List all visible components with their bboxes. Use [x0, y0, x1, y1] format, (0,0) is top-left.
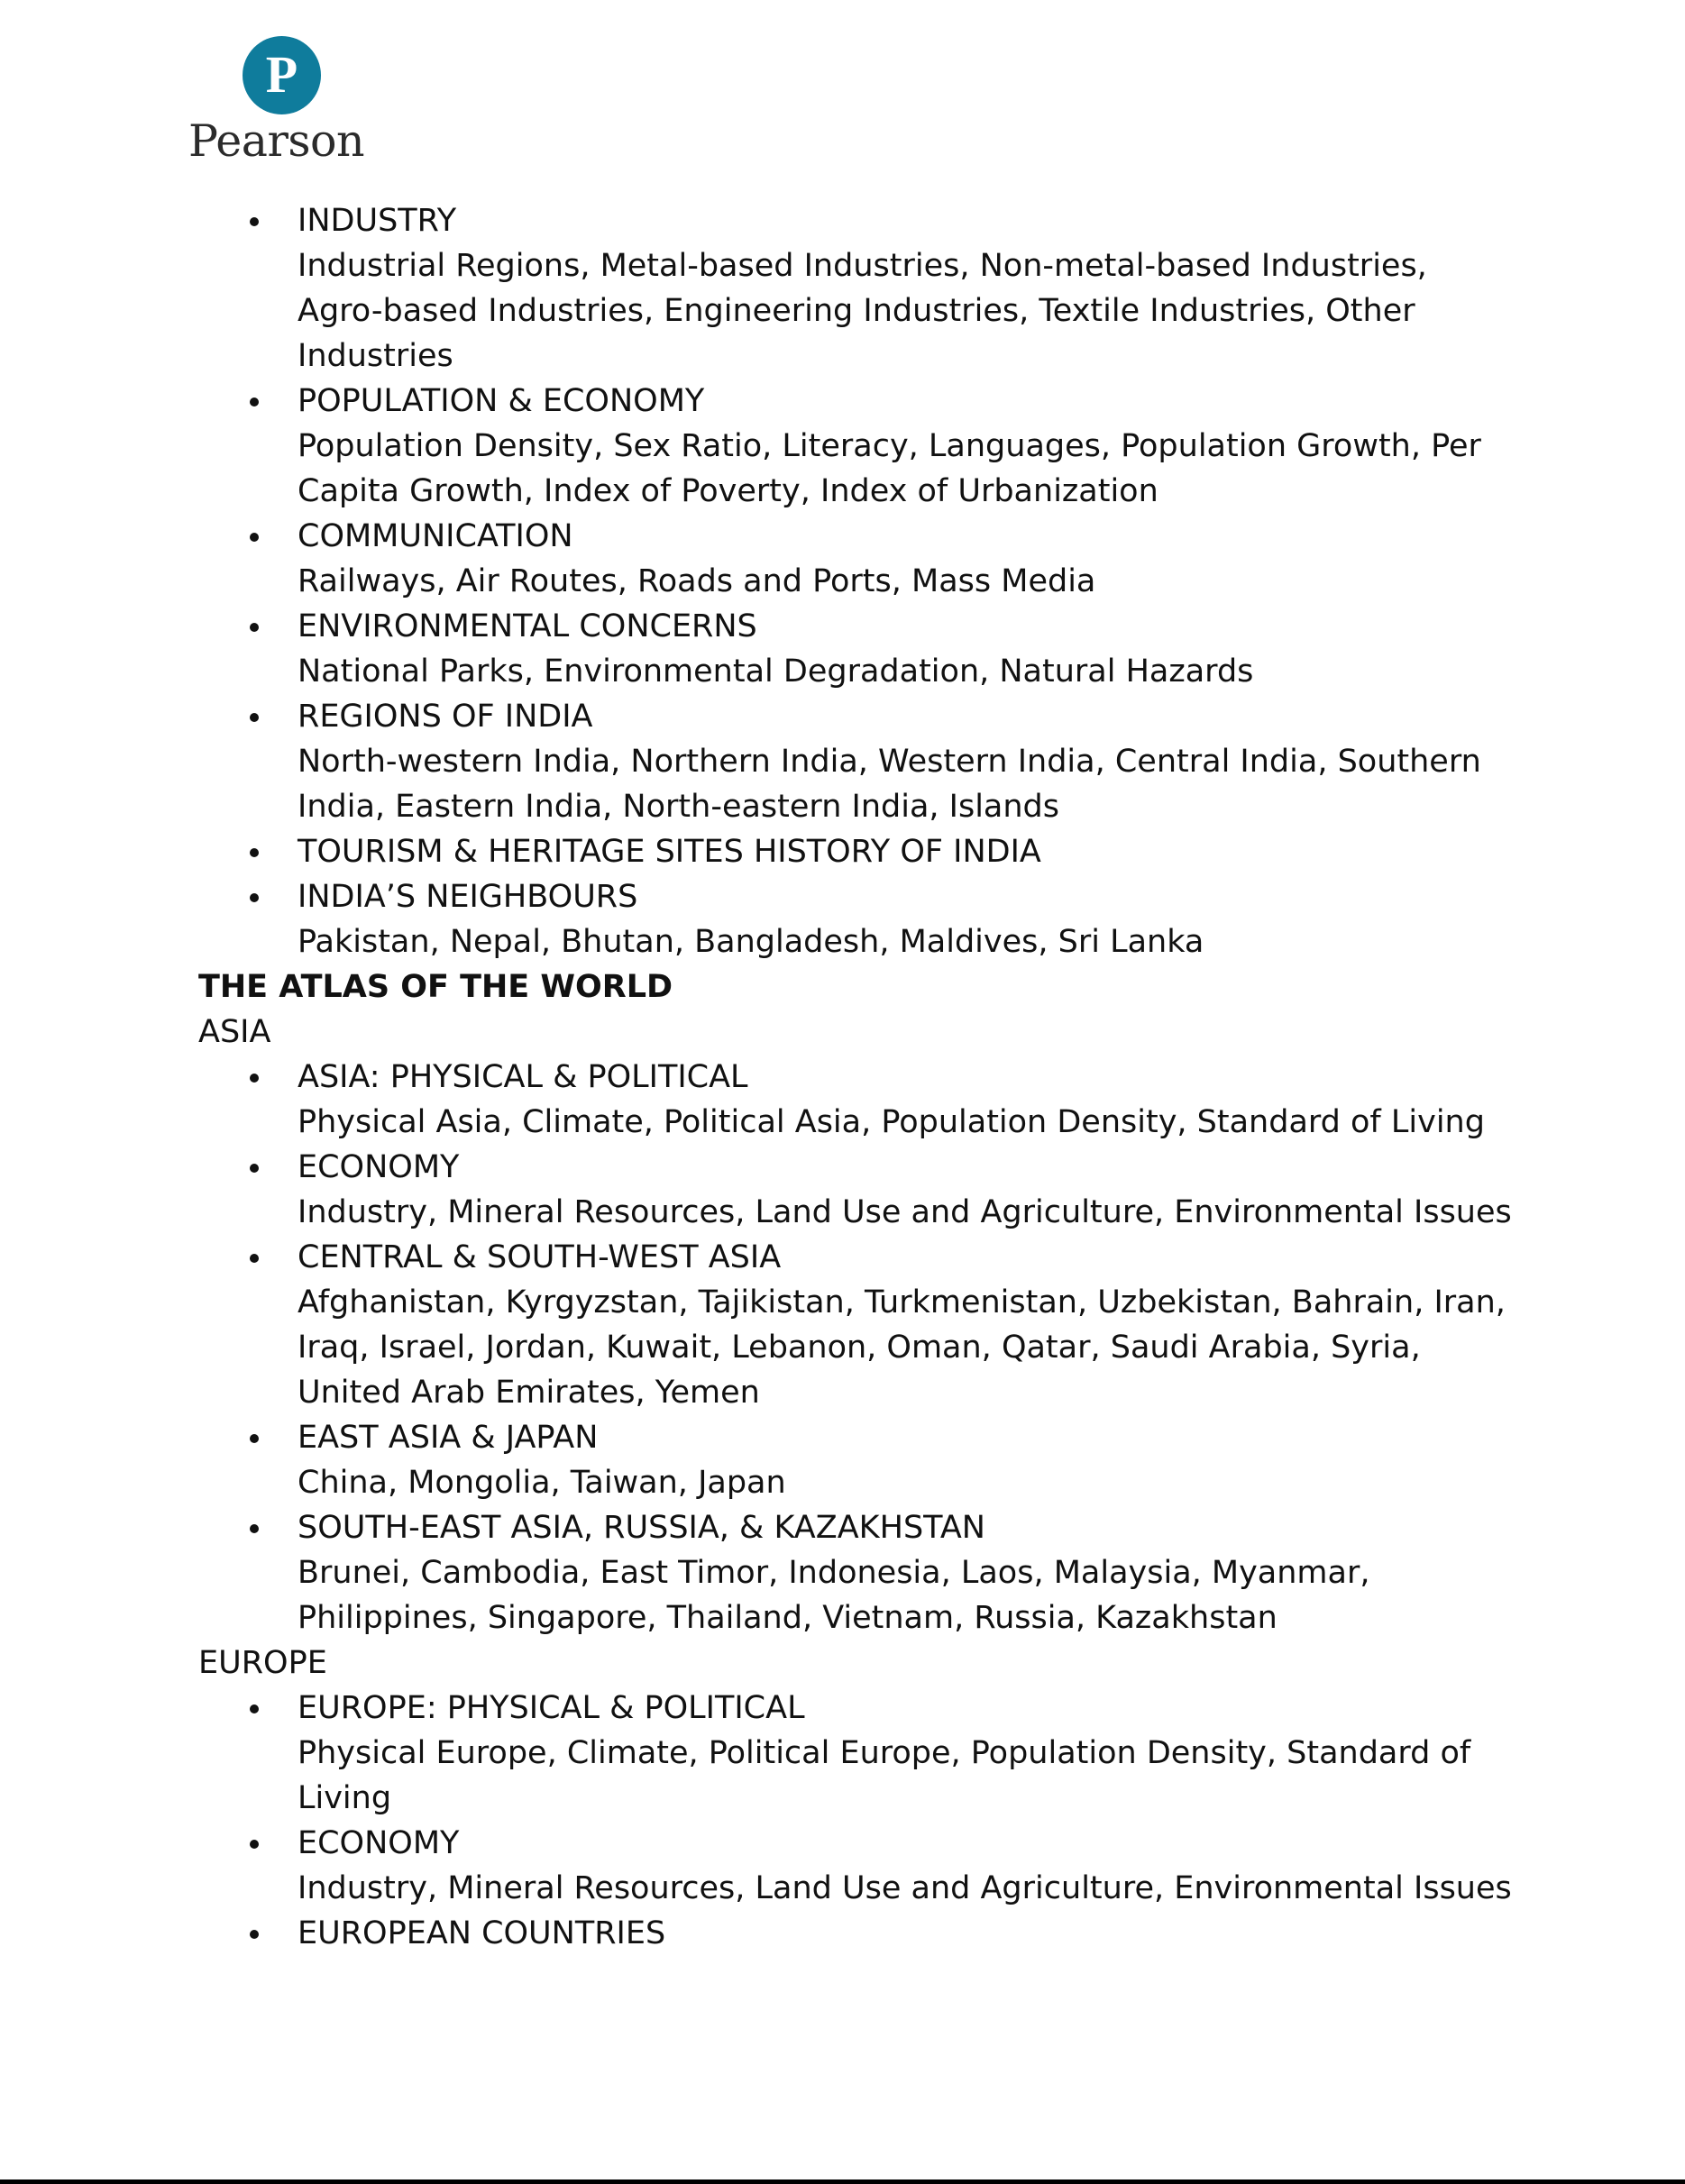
list-item — [198, 874, 1515, 964]
page-bottom-rule — [0, 2179, 1685, 2184]
topic-description: China, Mongolia, Taiwan, Japan — [298, 1465, 786, 1501]
list-item — [198, 1821, 1515, 1911]
topic-description: Population Density, Sex Ratio, Literacy, Languages, Population Growth, Per Capita Growth, Index of Poverty, Index of Urbanization — [298, 428, 1481, 509]
topic-title: ENVIRONMENTAL CONCERNS — [298, 608, 757, 644]
list-item — [198, 604, 1515, 694]
region-label-asia: ASIA — [198, 1014, 271, 1050]
topic-description: Brunei, Cambodia, East Timor, Indonesia, Laos, Malaysia, Myanmar, Philippines, Singapore, Thailand, Vietnam, Russia, Kazakhstan — [298, 1555, 1370, 1636]
topic-title: COMMUNICATION — [298, 518, 573, 554]
topic-description: Pakistan, Nepal, Bhutan, Bangladesh, Maldives, Sri Lanka — [298, 924, 1204, 960]
topic-title: ECONOMY — [298, 1149, 460, 1185]
topic-description: North-western India, Northern India, Western India, Central India, Southern India, Eastern India, North-eastern India, Islands — [298, 744, 1481, 825]
list-item — [198, 198, 1515, 379]
list-item — [198, 1911, 1515, 1956]
topic-description: Afghanistan, Kyrgyzstan, Tajikistan, Turkmenistan, Uzbekistan, Bahrain, Iran, Iraq, Israel, Jordan, Kuwait, Lebanon, Oman, Qatar, Saudi Arabia, Syria, United Arab Emirates, Yemen — [298, 1284, 1506, 1411]
topic-description: Industrial Regions, Metal-based Industries, Non-metal-based Industries, Agro-based Industries, Engineering Industries, Textile Industries, Other Industries — [298, 248, 1427, 374]
topic-title: INDIA’S NEIGHBOURS — [298, 879, 638, 915]
list-item — [198, 1055, 1515, 1145]
list-item — [198, 1505, 1515, 1640]
list-item — [198, 1235, 1515, 1415]
topic-title: POPULATION & ECONOMY — [298, 383, 705, 419]
topic-description: National Parks, Environmental Degradation, Natural Hazards — [298, 653, 1254, 690]
region-label-europe: EUROPE — [198, 1645, 327, 1681]
pearson-logo — [188, 36, 373, 171]
topic-description: Physical Asia, Climate, Political Asia, Population Density, Standard of Living — [298, 1104, 1485, 1140]
section-heading: THE ATLAS OF THE WORLD — [198, 969, 673, 1005]
document-body — [198, 198, 1515, 1956]
topic-description: Railways, Air Routes, Roads and Ports, Mass Media — [298, 563, 1096, 599]
topic-title: TOURISM & HERITAGE SITES HISTORY OF INDIA — [298, 834, 1041, 870]
topic-title: EAST ASIA & JAPAN — [298, 1420, 599, 1456]
india-topic-list — [198, 198, 1515, 964]
list-item — [198, 379, 1515, 514]
list-item — [198, 694, 1515, 829]
topic-title: EUROPEAN COUNTRIES — [298, 1915, 666, 1951]
topic-title: ASIA: PHYSICAL & POLITICAL — [298, 1059, 748, 1095]
topic-description: Physical Europe, Climate, Political Europe, Population Density, Standard of Living — [298, 1735, 1471, 1816]
pearson-logo-icon — [243, 36, 321, 114]
topic-description: Industry, Mineral Resources, Land Use and Agriculture, Environmental Issues — [298, 1870, 1512, 1906]
asia-topic-list — [198, 1055, 1515, 1640]
topic-title: ECONOMY — [298, 1825, 460, 1861]
pearson-logo-letter: P — [265, 45, 298, 104]
list-item — [198, 514, 1515, 604]
pearson-wordmark: Pearson — [188, 115, 365, 167]
list-item — [198, 1415, 1515, 1505]
list-item — [198, 1145, 1515, 1235]
list-item — [198, 1686, 1515, 1821]
europe-topic-list — [198, 1686, 1515, 1956]
topic-title: CENTRAL & SOUTH-WEST ASIA — [298, 1239, 782, 1275]
topic-title: INDUSTRY — [298, 203, 457, 239]
topic-title: REGIONS OF INDIA — [298, 699, 593, 735]
topic-title: SOUTH-EAST ASIA, RUSSIA, & KAZAKHSTAN — [298, 1510, 985, 1546]
topic-title: EUROPE: PHYSICAL & POLITICAL — [298, 1690, 805, 1726]
list-item — [198, 829, 1515, 874]
topic-description: Industry, Mineral Resources, Land Use and Agriculture, Environmental Issues — [298, 1194, 1512, 1230]
